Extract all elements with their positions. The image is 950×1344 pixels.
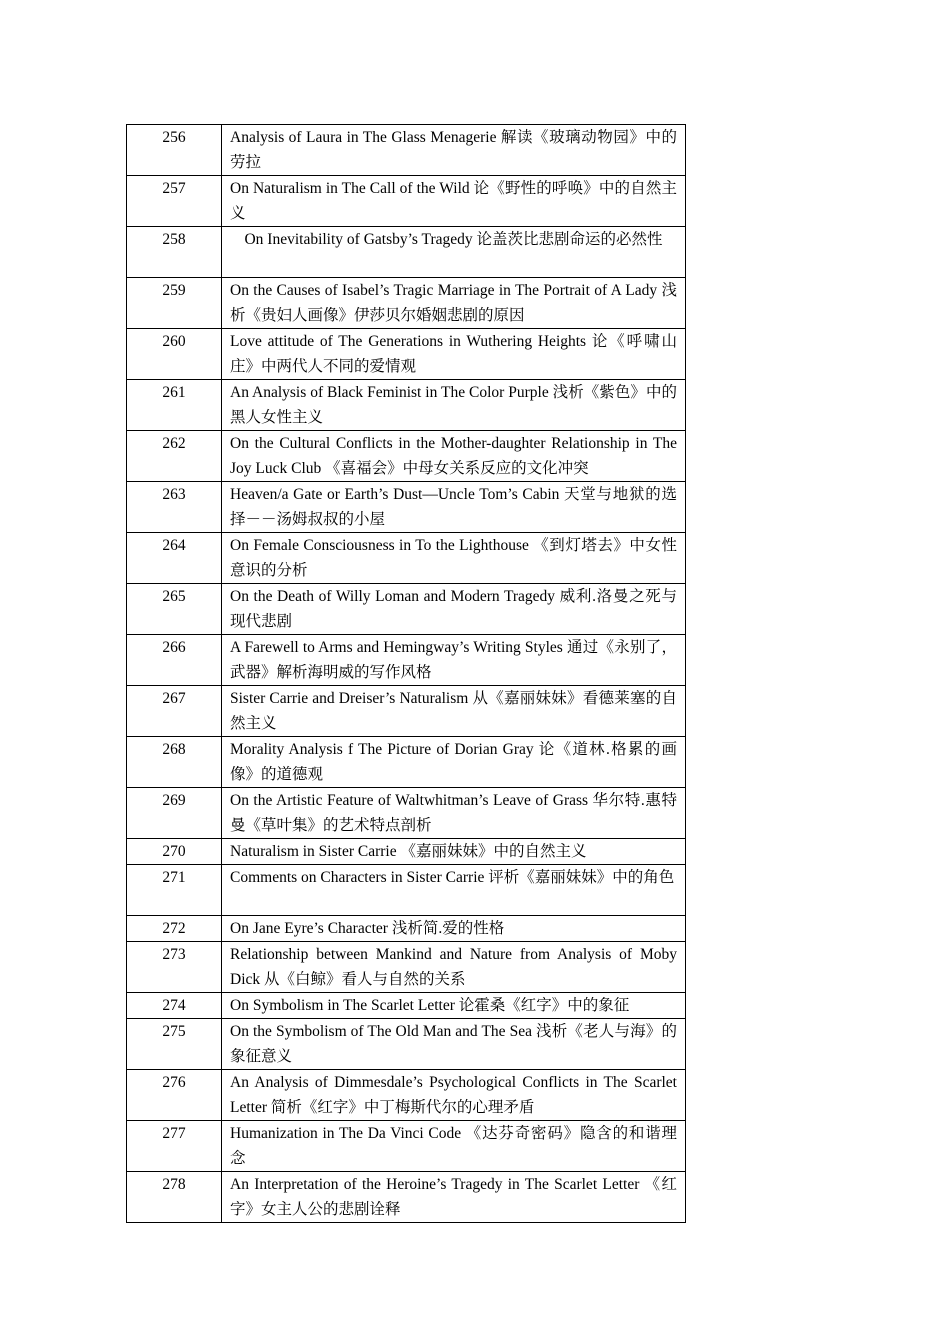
row-number: 265 [127,584,222,635]
row-number: 277 [127,1121,222,1172]
thesis-title: Morality Analysis f The Picture of Dorian Gray 论《道林.格累的画像》的道德观 [222,737,686,788]
thesis-title: Comments on Characters in Sister Carrie 评析《嘉丽妹妹》中的角色 [222,865,686,916]
thesis-title-table [126,124,686,1223]
thesis-title: Humanization in The Da Vinci Code 《达芬奇密码》隐含的和谐理念 [222,1121,686,1172]
table-row [127,176,686,227]
table-row [127,788,686,839]
row-number: 270 [127,839,222,865]
thesis-title: Relationship between Mankind and Nature from Analysis of Moby Dick 从《白鲸》看人与自然的关系 [222,942,686,993]
row-number: 261 [127,380,222,431]
table-row [127,227,686,278]
thesis-title: On Symbolism in The Scarlet Letter 论霍桑《红字》中的象征 [222,993,686,1019]
table-row [127,380,686,431]
table-row [127,865,686,916]
row-number: 278 [127,1172,222,1223]
thesis-title: On the Symbolism of The Old Man and The Sea 浅析《老人与海》的象征意义 [222,1019,686,1070]
table-row [127,737,686,788]
thesis-table-body [127,125,686,1223]
row-number: 262 [127,431,222,482]
table-row [127,431,686,482]
row-number: 260 [127,329,222,380]
thesis-title: On Female Consciousness in To the Lighthouse 《到灯塔去》中女性意识的分析 [222,533,686,584]
thesis-title: A Farewell to Arms and Hemingway’s Writing Styles 通过《永别了，武器》解析海明威的写作风格 [222,635,686,686]
thesis-title: On Inevitability of Gatsby’s Tragedy 论盖茨比悲剧命运的必然性 [222,227,686,278]
row-number: 274 [127,993,222,1019]
thesis-title: On Jane Eyre’s Character 浅析简.爱的性格 [222,916,686,942]
table-row [127,533,686,584]
row-number: 258 [127,227,222,278]
table-row [127,1019,686,1070]
row-number: 272 [127,916,222,942]
row-number: 271 [127,865,222,916]
table-row [127,1172,686,1223]
row-number: 273 [127,942,222,993]
table-row [127,686,686,737]
table-row [127,942,686,993]
table-row [127,635,686,686]
thesis-title: Heaven/a Gate or Earth’s Dust—Uncle Tom’s Cabin 天堂与地狱的选择－－汤姆叔叔的小屋 [222,482,686,533]
thesis-title: On the Artistic Feature of Waltwhitman’s Leave of Grass 华尔特.惠特曼《草叶集》的艺术特点剖析 [222,788,686,839]
row-number: 256 [127,125,222,176]
thesis-title: Love attitude of The Generations in Wuthering Heights 论《呼啸山庄》中两代人不同的爱情观 [222,329,686,380]
row-number: 257 [127,176,222,227]
thesis-title: Sister Carrie and Dreiser’s Naturalism 从《嘉丽妹妹》看德莱塞的自然主义 [222,686,686,737]
row-number: 259 [127,278,222,329]
thesis-title: Naturalism in Sister Carrie 《嘉丽妹妹》中的自然主义 [222,839,686,865]
table-row [127,1070,686,1121]
table-row [127,329,686,380]
row-number: 268 [127,737,222,788]
table-row [127,482,686,533]
row-number: 264 [127,533,222,584]
table-row [127,916,686,942]
row-number: 263 [127,482,222,533]
table-row [127,584,686,635]
table-row [127,839,686,865]
row-number: 266 [127,635,222,686]
row-number: 269 [127,788,222,839]
thesis-title: On Naturalism in The Call of the Wild 论《野性的呼唤》中的自然主义 [222,176,686,227]
table-row [127,993,686,1019]
thesis-title: Analysis of Laura in The Glass Menagerie 解读《玻璃动物园》中的劳拉 [222,125,686,176]
table-row [127,1121,686,1172]
thesis-title: On the Death of Willy Loman and Modern Tragedy 威利.洛曼之死与现代悲剧 [222,584,686,635]
row-number: 275 [127,1019,222,1070]
thesis-title: An Interpretation of the Heroine’s Tragedy in The Scarlet Letter 《红字》女主人公的悲剧诠释 [222,1172,686,1223]
table-row [127,125,686,176]
thesis-title: An Analysis of Black Feminist in The Color Purple 浅析《紫色》中的黑人女性主义 [222,380,686,431]
thesis-title: On the Causes of Isabel’s Tragic Marriage in The Portrait of A Lady 浅析《贵妇人画像》伊莎贝尔婚姻悲剧的原因 [222,278,686,329]
thesis-title: On the Cultural Conflicts in the Mother-daughter Relationship in The Joy Luck Club 《喜福会》中母女关系反应的文化冲突 [222,431,686,482]
row-number: 267 [127,686,222,737]
row-number: 276 [127,1070,222,1121]
thesis-title: An Analysis of Dimmesdale’s Psychological Conflicts in The Scarlet Letter 简析《红字》中丁梅斯代尔的心理矛盾 [222,1070,686,1121]
table-row [127,278,686,329]
